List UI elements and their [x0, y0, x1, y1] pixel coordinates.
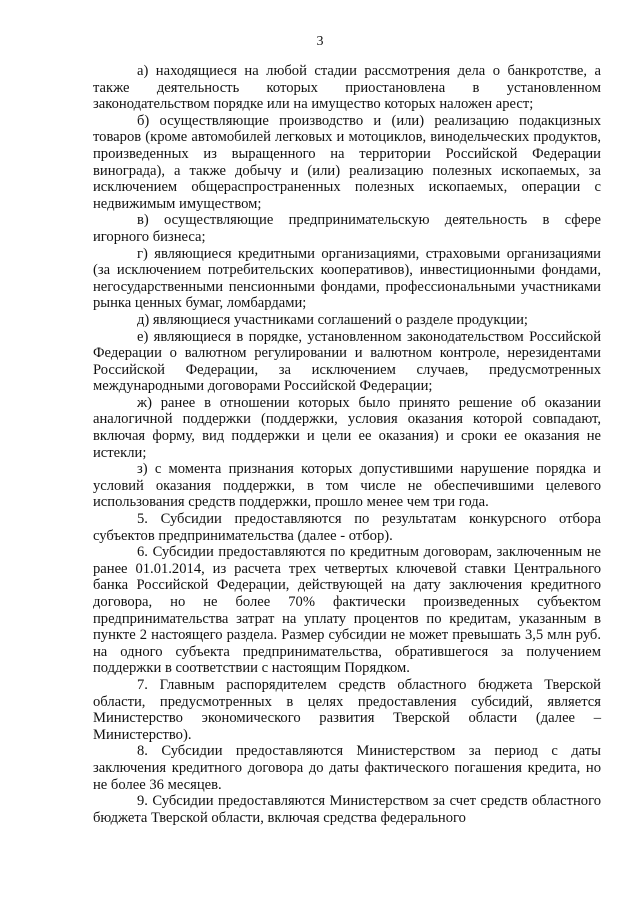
- paragraph-z: з) с момента признания которых допустившими нарушение порядка и условий оказания поддержки, в том числе не обеспечившими целевого использования средств поддержки, прошло менее чем три года.: [93, 461, 601, 511]
- clause-5: 5. Субсидии предоставляются по результатам конкурсного отбора субъектов предпринимательства (далее - отбор).: [93, 511, 601, 544]
- paragraph-v: в) осуществляющие предпринимательскую деятельность в сфере игорного бизнеса;: [93, 212, 601, 245]
- clause-8: 8. Субсидии предоставляются Министерством за период с даты заключения кредитного договора до даты фактического погашения кредита, но не более 36 месяцев.: [93, 743, 601, 793]
- paragraph-d: д) являющиеся участниками соглашений о разделе продукции;: [137, 311, 528, 328]
- paragraph-a: а) находящиеся на любой стадии рассмотрения дела о банкротстве, а также деятельность которых приостановлена в установленном законодательством порядке или на имущество которых наложен арест;: [93, 63, 601, 113]
- page-number: 3: [316, 34, 324, 49]
- document-body: [93, 63, 601, 826]
- clause-7: 7. Главным распорядителем средств областного бюджета Тверской области, предусмотренных в целях предоставления субсидий, является Министерство экономического развития Тверской области (далее – Министерство).: [93, 676, 601, 743]
- clause-9: 9. Субсидии предоставляются Министерством за счет средств областного бюджета Тверской области, включая средства федерального: [93, 793, 601, 826]
- clause-6: 6. Субсидии предоставляются по кредитным договорам, заключенным не ранее 01.01.2014, из расчета трех четвертых ключевой ставки Центрального банка Российской Федерации, действующей на дату заключения кредитного договора, но не более 70% фактически произведенных субъектом предпринимательства затрат на уплату процентов по кредитам, указанным в пункте 2 настоящего раздела. Размер субсидии не может превышать 3,5 млн руб. на одного субъекта предпринимательства, обратившегося за получением поддержки в соответствии с настоящим Порядком.: [93, 544, 601, 677]
- paragraph-g: г) являющиеся кредитными организациями, страховыми организациями (за исключением потребительских кооперативов), инвестиционными фондами, негосударственными пенсионными фондами, профессиональными участниками рынка ценных бумаг, ломбардами;: [93, 245, 601, 312]
- paragraph-b: б) осуществляющие производство и (или) реализацию подакцизных товаров (кроме автомобилей легковых и мотоциклов, винодельческих продуктов, произведенных из выращенного на территории Российской Федерации винограда), а также добычу и (или) реализацию полезных ископаемых, за исключением общераспространенных полезных ископаемых, операции с недвижимым имуществом;: [93, 112, 601, 212]
- paragraph-zh: ж) ранее в отношении которых было принято решение об оказании аналогичной поддержки (поддержки, условия оказания которой совпадают, включая форму, вид поддержки и цели ее оказания) и сроки ее оказания не истекли;: [93, 394, 601, 461]
- paragraph-e: е) являющиеся в порядке, установленном законодательством Российской Федерации о валютном регулировании и валютном контроле, нерезидентами Российской Федерации, за исключением случаев, предусмотренных международными договорами Российской Федерации;: [93, 328, 601, 395]
